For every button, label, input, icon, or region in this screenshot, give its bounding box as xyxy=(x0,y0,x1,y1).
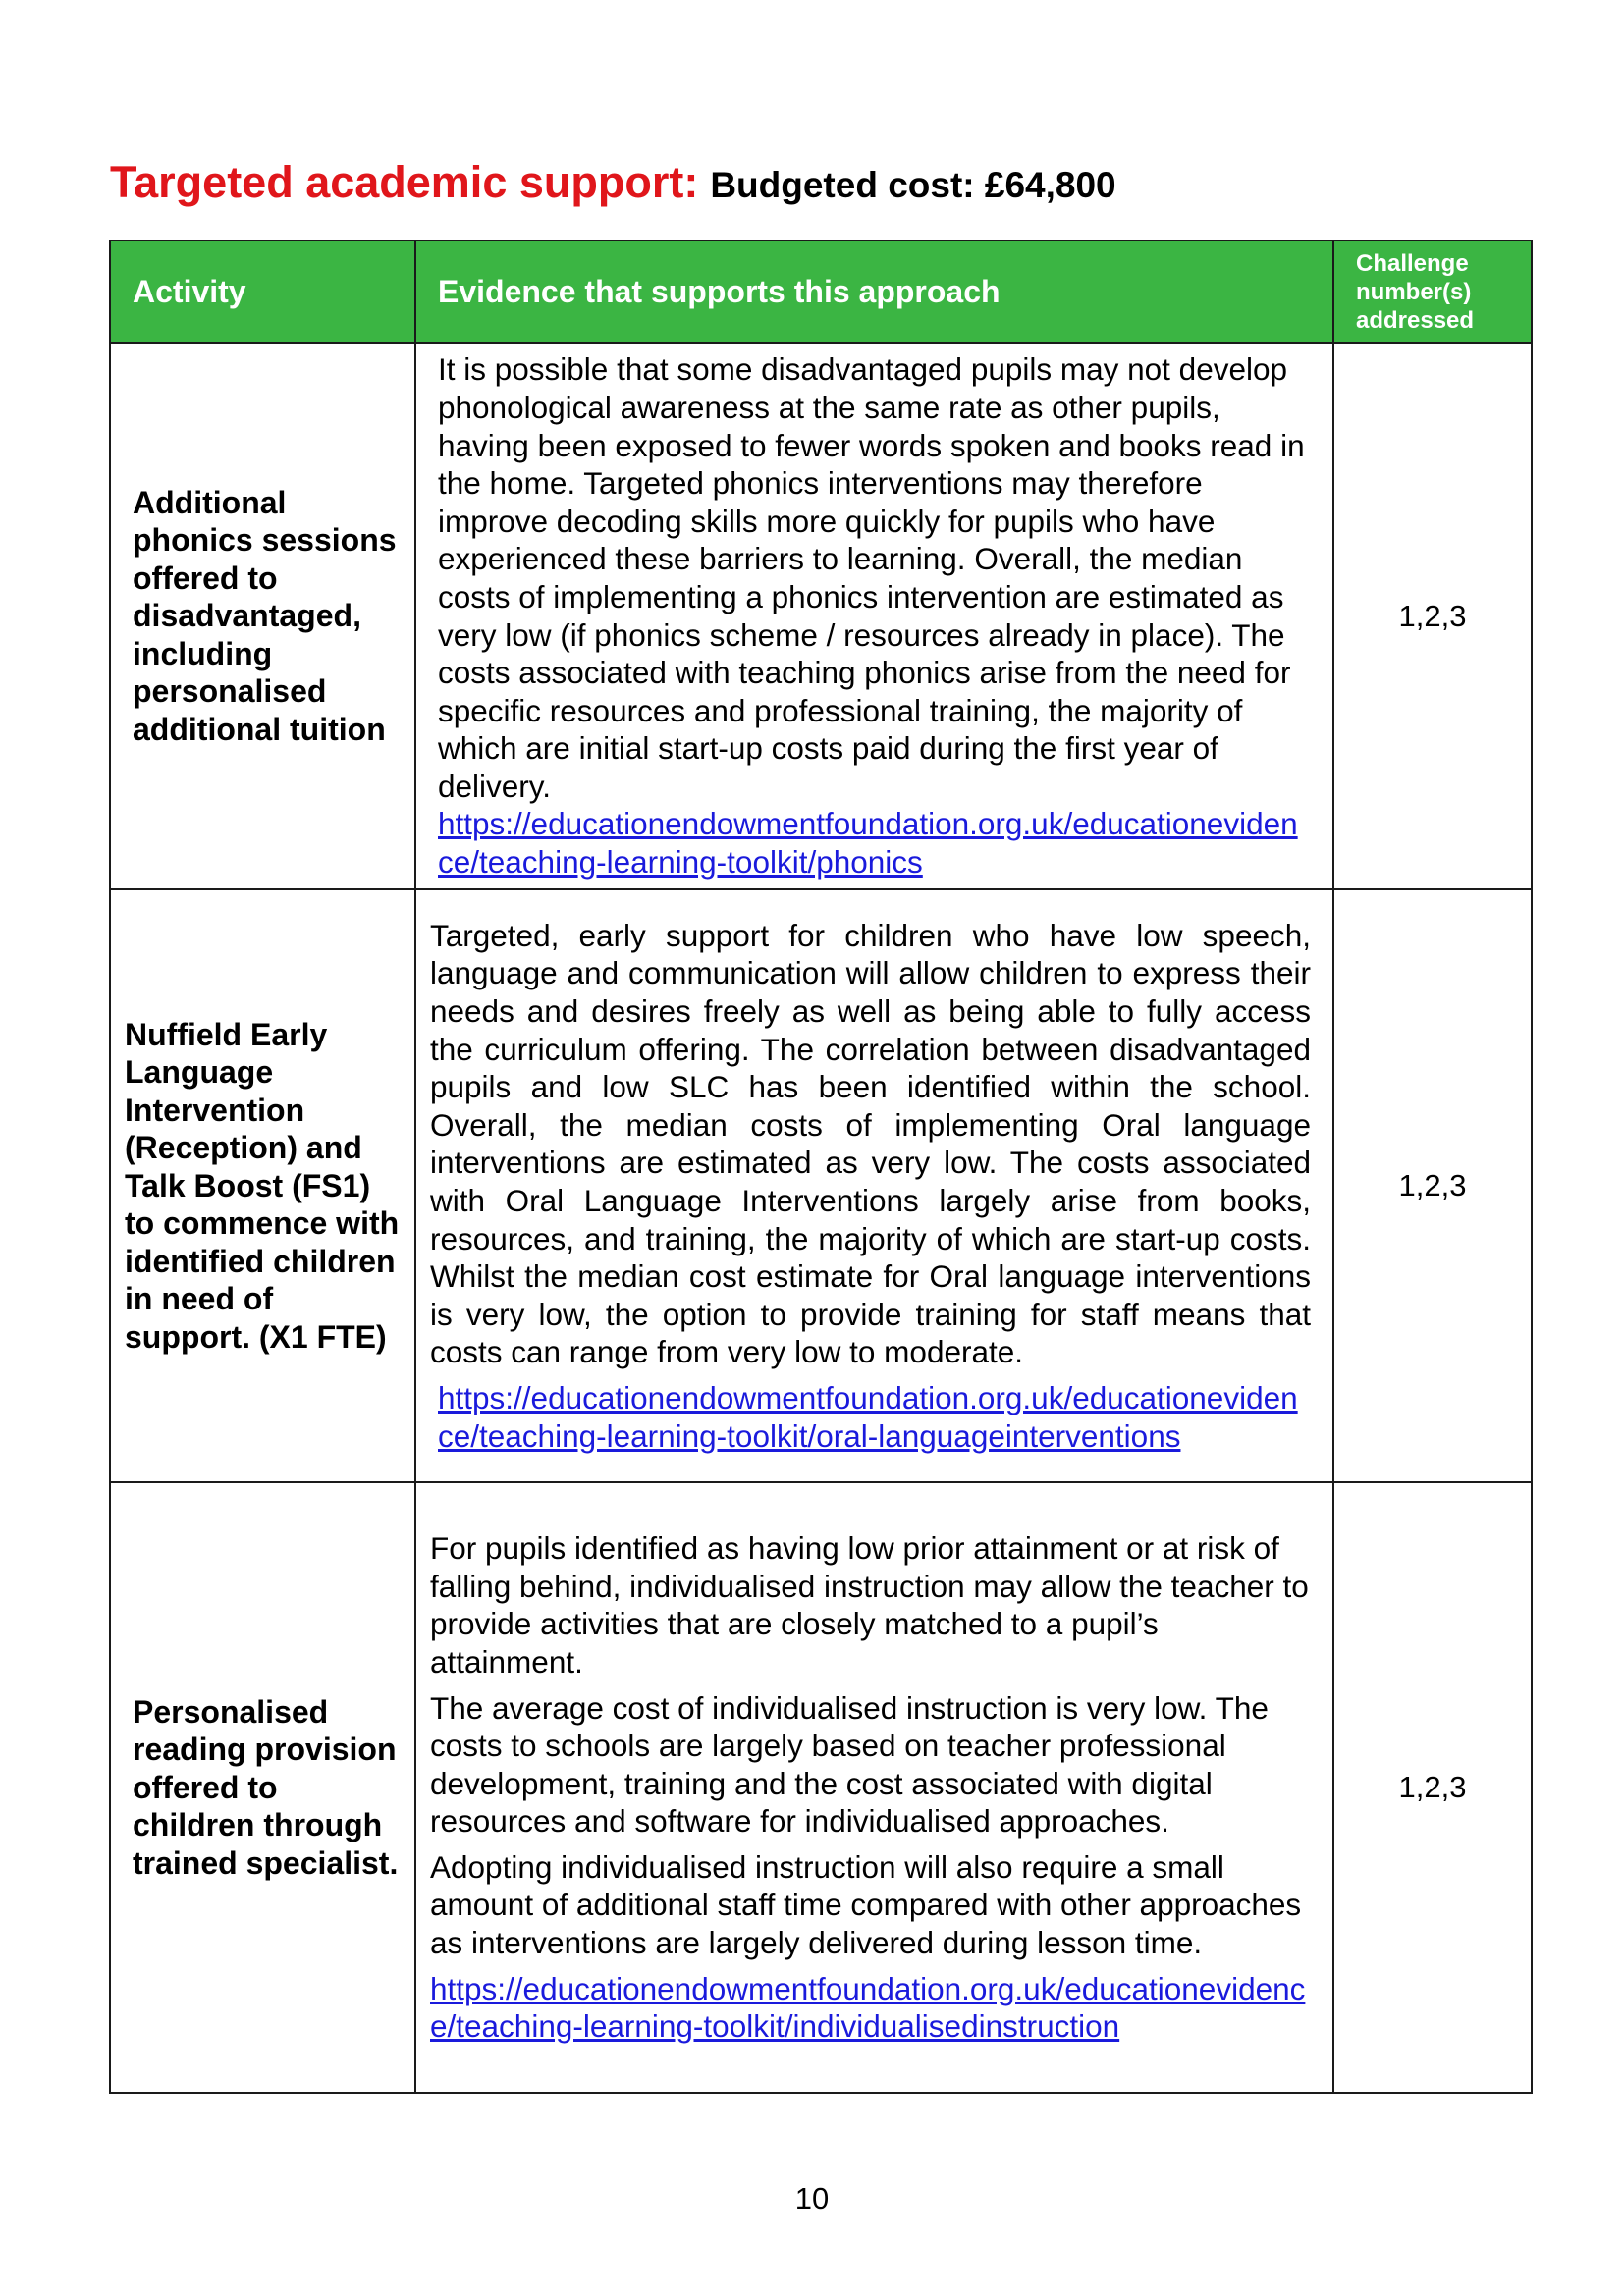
evidence-paragraph: Adopting individualised instruction will also require a small amount of additional staff time compared with other approaches as interventions are largely delivered during lesson time. xyxy=(430,1848,1302,1961)
evidence-cell xyxy=(415,889,1333,1482)
evidence-cell xyxy=(415,343,1333,889)
evidence-link[interactable]: https://educationendowmentfoundation.org.uk/educationevidence/teaching-learning-toolkit/individualisedinstruction xyxy=(430,1970,1306,2045)
activity-cell: Additional phonics sessions offered to disadvantaged, including personalised additional tuition xyxy=(110,343,415,889)
table-row xyxy=(110,343,1532,889)
evidence-paragraph: It is possible that some disadvantaged pupils may not develop phonological awareness at the same rate as other pupils, having been exposed to fewer words spoken and books read in the home. Targeted phonics interventions may therefore improve decoding skills more quickly for pupils who have experienced these barriers to learning. Overall, the median costs of implementing a phonics intervention are estimated as very low (if phonics scheme / resources already in place). The costs associated with teaching phonics arise from the need for specific resources and professional training, the majority of which are initial start-up costs paid during the first year of delivery. xyxy=(438,351,1305,804)
evidence-paragraph: Targeted, early support for children who have low speech, language and communication will allow children to express their needs and desires freely as well as being able to fully access the curriculum offering. The correlation between disadvantaged pupils and low SLC has been identified within the school. Overall, the median costs of implementing Oral language interventions are estimated as very low. The costs associated with Oral Language Interventions largely arise from books, resources, and training, the majority of which are start-up costs. Whilst the median cost estimate for Oral language interventions is very low, the option to provide training for staff means that costs can range from very low to moderate. xyxy=(430,917,1311,1370)
budgeted-cost: Budgeted cost: £64,800 xyxy=(710,165,1116,205)
challenge-cell: 1,2,3 xyxy=(1333,343,1532,889)
evidence-cell xyxy=(415,1482,1333,2093)
section-heading xyxy=(110,157,1116,208)
header-challenge-line: addressed xyxy=(1356,306,1475,334)
challenge-cell: 1,2,3 xyxy=(1333,1482,1532,2093)
activity-cell: Nuffield Early Language Intervention (Reception) and Talk Boost (FS1) to commence with identified children in need of support. (X1 FTE) xyxy=(110,889,415,1482)
table-row xyxy=(110,1482,1532,2093)
support-table xyxy=(109,240,1533,2094)
page-number: 10 xyxy=(794,2181,830,2216)
header-activity: Activity xyxy=(110,240,415,343)
activity-cell: Personalised reading provision offered to children through trained specialist. xyxy=(110,1482,415,2093)
section-title: Targeted academic support: xyxy=(110,157,699,207)
evidence-paragraph: For pupils identified as having low prior attainment or at risk of falling behind, individualised instruction may allow the teacher to provide activities that are closely matched to a pupil’s attainment. xyxy=(430,1530,1309,1680)
evidence-link[interactable]: https://educationendowmentfoundation.org.uk/educationevidence/teaching-learning-toolkit/oral-languageinterventions xyxy=(438,1379,1298,1454)
header-challenge xyxy=(1333,240,1532,343)
table-header-row xyxy=(110,240,1532,343)
header-evidence: Evidence that supports this approach xyxy=(415,240,1333,343)
table-row xyxy=(110,889,1532,1482)
challenge-cell: 1,2,3 xyxy=(1333,889,1532,1482)
header-challenge-line: number(s) xyxy=(1356,278,1472,305)
header-challenge-line: Challenge xyxy=(1356,249,1469,277)
evidence-link[interactable]: https://educationendowmentfoundation.org.uk/educationevidence/teaching-learning-toolkit/phonics xyxy=(438,806,1298,881)
evidence-paragraph: The average cost of individualised instruction is very low. The costs to schools are largely based on teacher professional development, training and the cost associated with digital resources and software for individualised approaches. xyxy=(430,1689,1269,1840)
